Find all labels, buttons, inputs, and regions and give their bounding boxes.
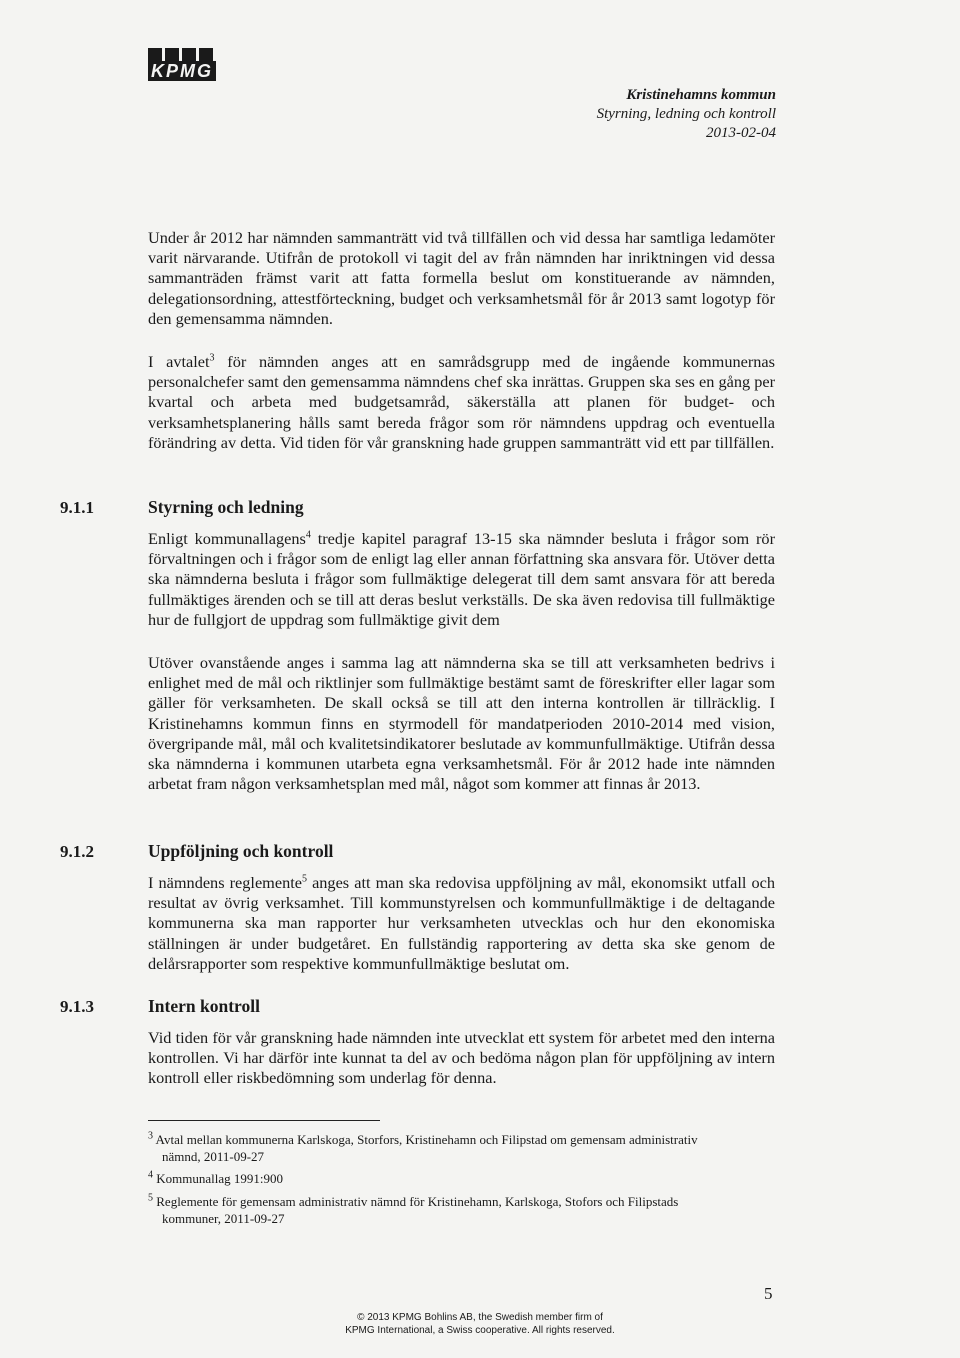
section-number: 9.1.3 [60, 997, 94, 1016]
intro-paragraph-2 [148, 352, 775, 453]
footnote-ref-5: 5 [301, 873, 307, 885]
section-title: Intern kontroll [148, 996, 260, 1016]
section-title: Styrning och ledning [148, 497, 304, 517]
footer-line: © 2013 KPMG Bohlins AB, the Swedish member firm of [357, 1312, 603, 1323]
footnote-text: Kommunallag 1991:900 [156, 1171, 283, 1186]
header-date: 2013-02-04 [706, 125, 776, 141]
footnote-text: Avtal mellan kommunerna Karlskoga, Storfors, Kristinehamn och Filipstad om gemensam administrativ [155, 1132, 698, 1147]
footnote-text-continued: kommuner, 2011-09-27 [162, 1211, 285, 1226]
section-p1-start: I nämndens reglemente [148, 873, 302, 892]
footnote-divider [148, 1120, 380, 1121]
section-p1-start: Enligt kommunallagens [148, 529, 306, 548]
header-organization: Kristinehamns kommun [626, 87, 776, 103]
section-paragraph: Vid tiden för vår granskning hade nämnden inte utvecklat ett system för arbetet med den interna kontrollen. Vi har därför inte kunnat ta del av och bedöma någon plan för uppföljning av intern kontroll eller riskbedömning som underlag för denna. [148, 1028, 775, 1088]
footnote-text: Reglemente för gemensam administrativ nämnd för Kristinehamn, Karlskoga, Stofors och Filipstads [156, 1194, 679, 1209]
footer-line: KPMG International, a Swiss cooperative. All rights reserved. [345, 1325, 615, 1336]
footnote [148, 1193, 768, 1227]
section-p1-rest: anges att man ska redovisa uppföljning av mål, ekonomsikt utfall och resultat av övrig verksamhet. Till kommunstyrelsen och kommunfullmäktige i de deltagande kommunerna ska man rapporter hur verksamheten utvecklas och hur den ekonomiska ställningen är under budgetåret. En fullständig rapportering av detta ska ske genom de delårsrapporter som respektive kommunfullmäktige beslutat om. [148, 873, 775, 973]
intro-paragraph-1: Under år 2012 har nämnden sammanträtt vid två tillfällen och vid dessa har samtliga ledamöter varit närvarande. Utifrån de protokoll vi tagit del av från nämnden har inriktningen vid dessa sammanträden främst varit att fatta formella beslut om konstituerande av nämnden, delegationsordning, attestförteckning, budget och verksamhetsmål för år 2013 samt logotyp för den gemensamma nämnden. [148, 228, 775, 328]
header-report-title: Styrning, ledning och kontroll [596, 106, 776, 122]
footnote [148, 1170, 768, 1187]
intro-p2-start: I avtalet [148, 352, 210, 371]
section-paragraph [148, 873, 775, 974]
section-paragraph: Utöver ovanstående anges i samma lag att nämnderna ska se till att verksamheten bedrivs i enlighet med de mål och riktlinjer som fullmäktige bestämt samt de föreskrifter eller lagar som gäller för verksamheten. De skall också se till att den interna kontrollen är tillräcklig. I Kristinehamns kommun finns en styrmodell för mandatperioden 2010-2014 med vision, övergripande mål, mål och kvalitetsindikatorer beslutade av kommunfullmäktige. Utifrån dessa ska nämnderna i kommunen utarbeta egna verksamhetsmål. För år 2012 hade inte nämnden arbetat fram någon verksamhetsplan med mål, något som kommer att finnas år 2013. [148, 653, 775, 794]
footnote-mark: 4 [148, 1169, 153, 1181]
section-p1-rest: tredje kapitel paragraf 13-15 ska nämnder besluta i frågor som rör förvaltningen och i frågor som de enligt lag eller annan författning ska ansvara för. Utöver detta ska nämnderna besluta i frågor som fullmäktige delegerat till dem samt ansvara för att bereda fullmäktiges ärenden och se till att deras beslut verkställs. De ska även redovisa till fullmäktige hur de fullgjort de uppdrag som fullmäktige givit dem [148, 529, 775, 629]
footnote-ref-4: 4 [305, 529, 311, 541]
intro-p2-rest: för nämnden anges att en samrådsgrupp med de ingående kommunernas personalchefer samt den gemensamma nämndens chef ska inrättas. Gruppen ska ses en gång per kvartal och arbeta med budgetsamråd, säkerställa att planen för budget- och verksamhetsplanering hålls samt bereda frågor som rör nämndens uppdrag och eventuella förändring av detta. Vid tiden för vår granskning hade gruppen sammanträtt vid ett par tillfällen. [148, 352, 775, 452]
kpmg-logo [148, 48, 216, 82]
section-number: 9.1.1 [60, 498, 94, 517]
section-number: 9.1.2 [60, 842, 94, 861]
footnote [148, 1131, 768, 1165]
section-paragraph [148, 529, 775, 630]
logo-wordmark: KPMG [148, 61, 216, 81]
footnote-ref-3: 3 [209, 352, 215, 364]
footnote-text-continued: nämnd, 2011-09-27 [162, 1149, 265, 1164]
page-number: 5 [764, 1284, 773, 1303]
page-header [597, 86, 776, 143]
footnote-mark: 3 [148, 1130, 153, 1142]
section-title: Uppföljning och kontroll [148, 841, 334, 861]
footnote-mark: 5 [148, 1192, 153, 1204]
page-footer [300, 1311, 660, 1337]
